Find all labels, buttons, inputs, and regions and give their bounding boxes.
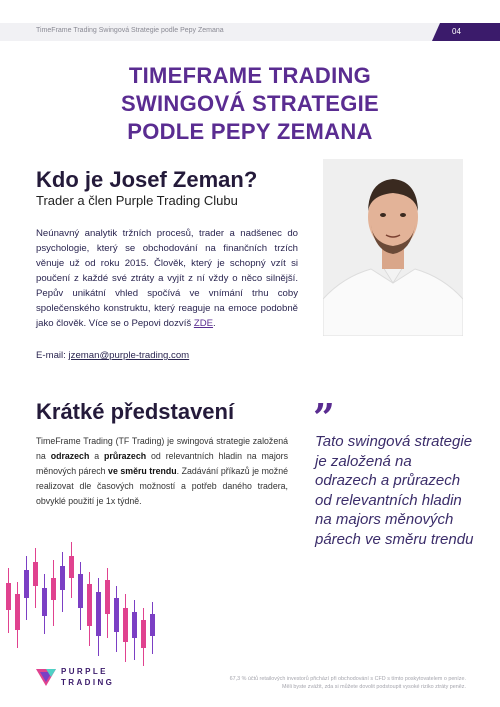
candle-body [150, 614, 155, 636]
intro-bold-2: průrazech [104, 451, 147, 461]
intro-paragraph [36, 434, 288, 509]
bio-end: . [213, 318, 216, 329]
disclaimer-line-2: Měli byste zvážit, zda si můžete dovolit podstoupit vysoké riziko ztráty peněz. [282, 684, 466, 690]
page-title [0, 62, 500, 146]
logo-text-1: PURPLE [61, 667, 108, 676]
candle-body [123, 608, 128, 642]
disclaimer-line-1: 67,3 % účtů retailových investorů přichází při obchodování s CFD s tímto poskytovatelem o peníze. [229, 676, 466, 682]
intro-heading: Krátké představení [36, 399, 235, 424]
page-number-tab [432, 23, 500, 41]
candle-body [87, 584, 92, 626]
candle-body [96, 592, 101, 636]
intro-bold-1: odrazech [50, 451, 90, 461]
candle-body [60, 566, 65, 590]
running-title: TimeFrame Trading Swingová Strategie podle Pepy Zemana [36, 27, 224, 34]
page-number: 04 [452, 27, 461, 36]
portrait-photo [323, 159, 463, 336]
candle-body [33, 562, 38, 586]
candle-body [141, 620, 146, 648]
intro-text-2: a [89, 451, 105, 461]
bio-text: Neúnavný analytik tržních procesů, trader a nadšenec do psychologie, který se obchodování na finančních trzích věnuje už od roku 2015. Člověk, který je schopný vzít si poučení z každé své ztráty a vyjít z ní vždy o něco silnější. Pepův unikátní vhled spočívá ve vnímání trhu coby společenského konstruktu, který reaguje na emoce podobně jako člověk. Více se o Pepovi dozvíš [36, 228, 298, 329]
candlestick-decoration [0, 538, 170, 670]
email-label: E-mail: [36, 350, 69, 361]
candle-body [15, 594, 20, 630]
about-heading: Kdo je Josef Zeman? [36, 167, 258, 192]
candle-body [42, 588, 47, 616]
intro-text-1: TimeFrame Trading (TF Trading) je swingová strategie založená na [36, 436, 288, 461]
logo-text-2: TRADING [61, 678, 115, 687]
candle-body [105, 580, 110, 614]
about-subtitle: Trader a člen Purple Trading Clubu [36, 193, 238, 208]
intro-text-4: . Zadávání příkazů je možné realizovat dle časových možností a potřeb daného tradera, obvyklé použití je 1x týdně. [36, 466, 288, 506]
candle-body [24, 570, 29, 598]
candle-body [132, 612, 137, 638]
portrait-illustration [323, 159, 463, 336]
purple-trading-logo [36, 667, 126, 691]
more-info-link[interactable]: ZDE [193, 318, 214, 329]
intro-text-3: od relevantních hladin na majors měnových párech [36, 451, 289, 476]
title-line-1: TIMEFRAME TRADING [128, 63, 372, 88]
candle-body [6, 583, 11, 610]
candle-body [114, 598, 119, 632]
logo-mark-icon [36, 669, 56, 687]
quote-mark-icon: ” [313, 395, 335, 440]
title-line-2: SWINGOVÁ STRATEGIE [120, 91, 379, 116]
email-row [36, 350, 189, 361]
bio-paragraph [36, 226, 298, 331]
intro-bold-3: ve směru trendu [108, 466, 177, 476]
pull-quote: Tato swingová strategie je založená na odrazech a průrazech od relevantních hladin na majors měnových párech ve směru trendu [315, 433, 474, 548]
candle-body [69, 556, 74, 578]
candle-body [51, 578, 56, 600]
risk-disclaimer [180, 675, 466, 691]
title-line-3: PODLE PEPY ZEMANA [127, 119, 373, 144]
candle-body [78, 574, 83, 608]
email-link[interactable]: jzeman@purple-trading.com [68, 350, 190, 361]
